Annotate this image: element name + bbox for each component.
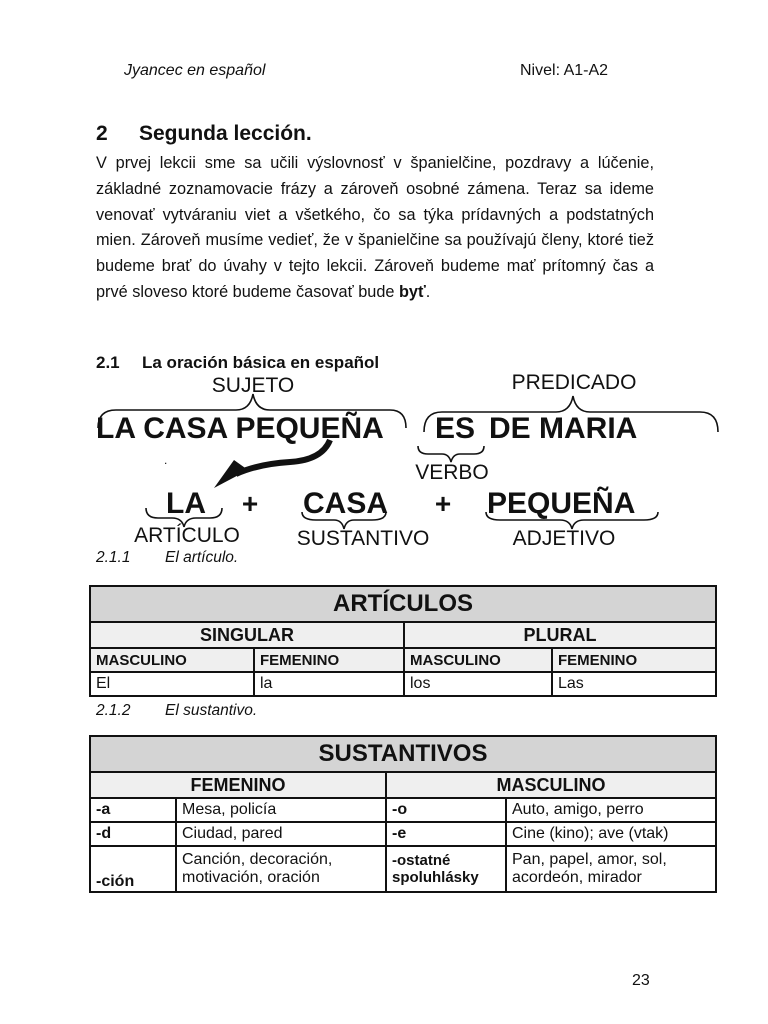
table-cell: Las <box>552 672 716 696</box>
section-number: 2 <box>96 122 108 145</box>
adjetivo-label: ADJETIVO <box>512 527 616 550</box>
plus-2: + <box>434 488 452 519</box>
paragraph-end: . <box>425 282 431 301</box>
word-la: LA <box>166 487 206 520</box>
phrase-subject: LA CASA PEQUEÑA <box>96 412 384 445</box>
table-cell <box>176 846 386 892</box>
plus-1: + <box>241 488 259 519</box>
table-cell: los <box>404 672 552 696</box>
paragraph-text: V prvej lekcii sme sa učili výslovnosť v španielčine, pozdravy a lúčenie, základné zoznamovacie frázy a zároveň osobné zámena. Teraz sa ideme venovať vytváraniu viet a všetkého, čo sa týka prídavných a podstatných mien. Zároveň musíme vedieť, že v španielčine sa používajú členy, ktoré tiež budeme brať do úvahy v tejto lekcii. Zároveň budeme mať prítomný čas a prvé sloveso ktoré budeme časovať bude <box>96 154 654 301</box>
table-cell: -o <box>386 798 506 822</box>
subsection-number: 2.1 <box>96 353 120 372</box>
arrow-curve <box>236 440 330 474</box>
table-cell: -d <box>90 822 176 846</box>
articulos-singular-header: SINGULAR <box>90 622 404 648</box>
table-row <box>90 822 716 846</box>
table-cell: la <box>254 672 404 696</box>
articulos-plural-header: PLURAL <box>404 622 716 648</box>
sustantivo-label: SUSTANTIVO <box>296 527 430 550</box>
table-cell <box>386 846 506 892</box>
header-course-title: Jyancec en español <box>124 62 266 79</box>
sustantivos-table <box>89 735 717 893</box>
sub212-number: 2.1.2 <box>96 702 131 719</box>
table-row <box>90 846 716 892</box>
table-cell: -ción <box>90 846 176 892</box>
phrase-de-maria: DE MARIA <box>489 412 638 445</box>
col-header: FEMENINO <box>254 648 404 672</box>
table-cell: Cine (kino); ave (vtak) <box>506 822 716 846</box>
page-number: 23 <box>632 972 650 989</box>
table-cell: Mesa, policía <box>176 798 386 822</box>
sujeto-label: SUJETO <box>211 374 295 397</box>
subsubsection-sustantivo <box>96 702 257 720</box>
diagram-dot: . <box>164 453 168 467</box>
paragraph-bold-word: byť <box>398 282 426 301</box>
cell-line: Pan, papel, amor, sol, <box>512 851 667 868</box>
table-cell: -e <box>386 822 506 846</box>
header-level: Nivel: A1-A2 <box>520 62 609 79</box>
articulo-label: ARTÍCULO <box>134 524 240 547</box>
articulos-table <box>89 585 717 697</box>
predicado-label: PREDICADO <box>511 371 637 394</box>
sub211-title: El artículo. <box>165 549 239 566</box>
cell-line: Canción, decoración, <box>182 851 333 868</box>
femenino-header: FEMENINO <box>90 772 386 798</box>
word-casa: CASA <box>303 487 389 520</box>
cell-line: motivación, oración <box>182 869 320 886</box>
cell-line: -ostatné <box>392 852 451 869</box>
verbo-label: VERBO <box>415 461 489 484</box>
sub212-title: El sustantivo. <box>165 702 258 719</box>
articulos-title: ARTÍCULOS <box>90 586 716 622</box>
table-cell: El <box>90 672 254 696</box>
table-cell: Auto, amigo, perro <box>506 798 716 822</box>
masculino-header: MASCULINO <box>386 772 716 798</box>
table-row <box>90 672 716 696</box>
col-header: MASCULINO <box>404 648 552 672</box>
subsubsection-articulo <box>96 549 238 567</box>
col-header: FEMENINO <box>552 648 716 672</box>
cell-line: acordeón, mirador <box>512 869 642 886</box>
sub211-number: 2.1.1 <box>96 549 131 566</box>
word-pequena: PEQUEÑA <box>487 487 636 520</box>
sustantivos-title: SUSTANTIVOS <box>90 736 716 772</box>
section-title: Segunda lección. <box>139 122 312 145</box>
table-cell: -a <box>90 798 176 822</box>
verbo-brace <box>418 446 484 462</box>
table-row <box>90 798 716 822</box>
cell-line: spoluhlásky <box>392 869 479 886</box>
phrase-es: ES <box>435 412 476 445</box>
col-header: MASCULINO <box>90 648 254 672</box>
subsection-title: La oración básica en español <box>142 353 380 372</box>
table-cell: Ciudad, pared <box>176 822 386 846</box>
table-cell <box>506 846 716 892</box>
